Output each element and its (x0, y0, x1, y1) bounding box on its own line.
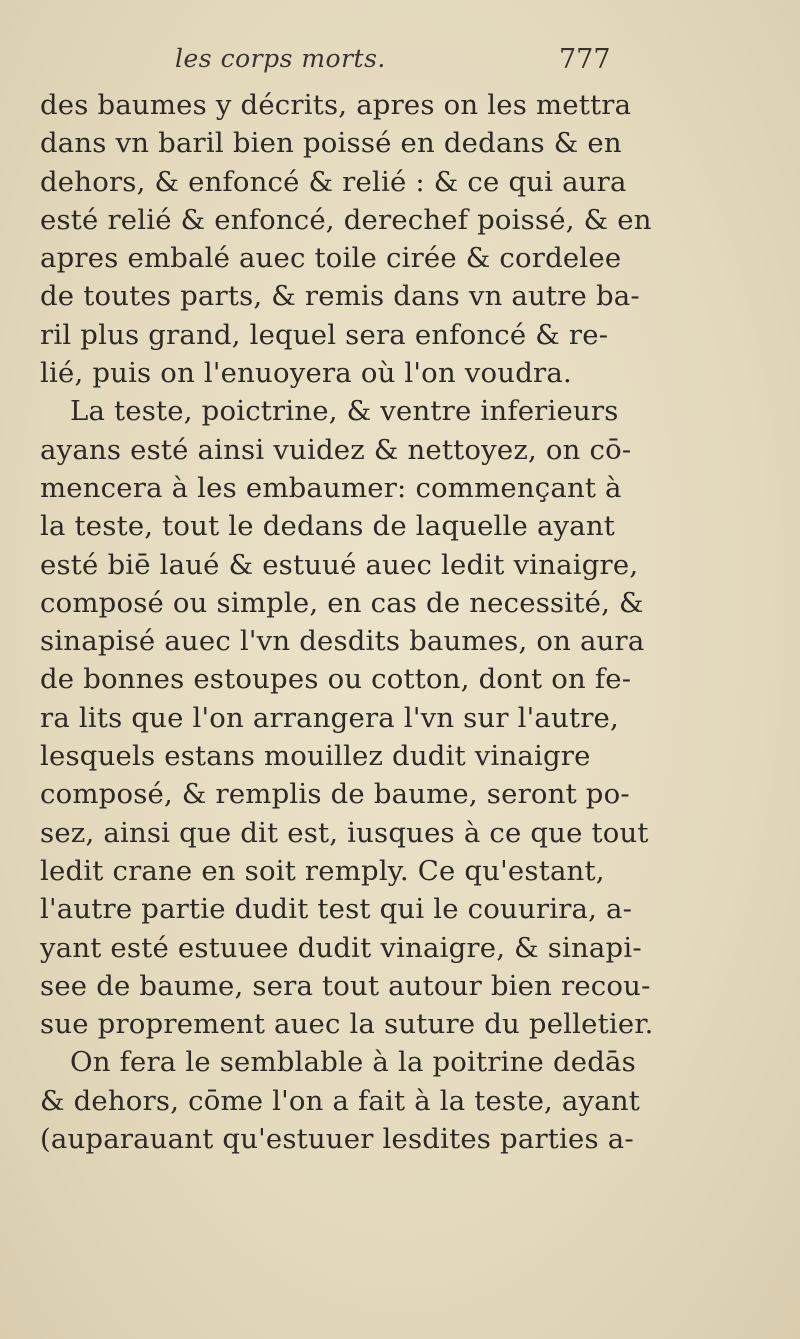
text-line: apres embalé auec toile cirée & cordelee (40, 242, 622, 275)
text-line: ra lits que l'on arrangera l'vn sur l'autre, (40, 701, 619, 734)
text-line: lié, puis on l'enuoyera où l'on voudra. (40, 357, 572, 390)
text-line: composé, & remplis de baume, seront po- (40, 778, 630, 811)
running-head: les corps morts. (175, 44, 386, 73)
text-line: sinapisé auec l'vn desdits baumes, on aura (40, 625, 645, 658)
text-line: ayans esté ainsi vuidez & nettoyez, on cō- (40, 433, 632, 466)
text-line: la teste, tout le dedans de laquelle ayant (40, 510, 616, 543)
text-line: yant esté estuuee dudit vinaigre, & sinapi- (40, 931, 642, 964)
text-line: dehors, & enfoncé & relié : & ce qui aura (40, 165, 627, 198)
text-line: & dehors, cōme l'on a fait à la teste, ayant (40, 1084, 641, 1117)
body-text (40, 86, 760, 1158)
paragraph-start-line: La teste, poictrine, & ventre inferieurs (70, 395, 619, 428)
text-line: esté relié & enfoncé, derechef poissé, & en (40, 203, 652, 236)
text-line: de toutes parts, & remis dans vn autre ba- (40, 280, 640, 313)
text-line: mencera à les embaumer: commençant à (40, 471, 622, 504)
text-line: lesquels estans mouillez dudit vinaigre (40, 740, 591, 773)
text-line: esté biē laué & estuué auec ledit vinaigre, (40, 548, 639, 581)
text-line: (auparauant qu'estuuer lesdites parties a- (40, 1123, 634, 1156)
text-line: dans vn baril bien poissé en dedans & en (40, 127, 622, 160)
page-number: 777 (559, 44, 611, 75)
text-line: ledit crane en soit remply. Ce qu'estant, (40, 854, 605, 887)
text-line: see de baume, sera tout autour bien recou- (40, 969, 651, 1002)
text-line: ril plus grand, lequel sera enfoncé & re- (40, 318, 609, 351)
page-header (175, 44, 655, 84)
text-line: sez, ainsi que dit est, iusques à ce que tout (40, 816, 649, 849)
text-line: sue proprement auec la suture du pelletier. (40, 1008, 654, 1041)
text-line: l'autre partie dudit test qui le couurira, a- (40, 893, 633, 926)
paragraph-start-line: On fera le semblable à la poitrine dedās (70, 1046, 636, 1079)
text-line: composé ou simple, en cas de necessité, & (40, 586, 644, 619)
text-line: des baumes y décrits, apres on les mettra (40, 89, 632, 121)
text-line: de bonnes estoupes ou cotton, dont on fe- (40, 663, 632, 696)
